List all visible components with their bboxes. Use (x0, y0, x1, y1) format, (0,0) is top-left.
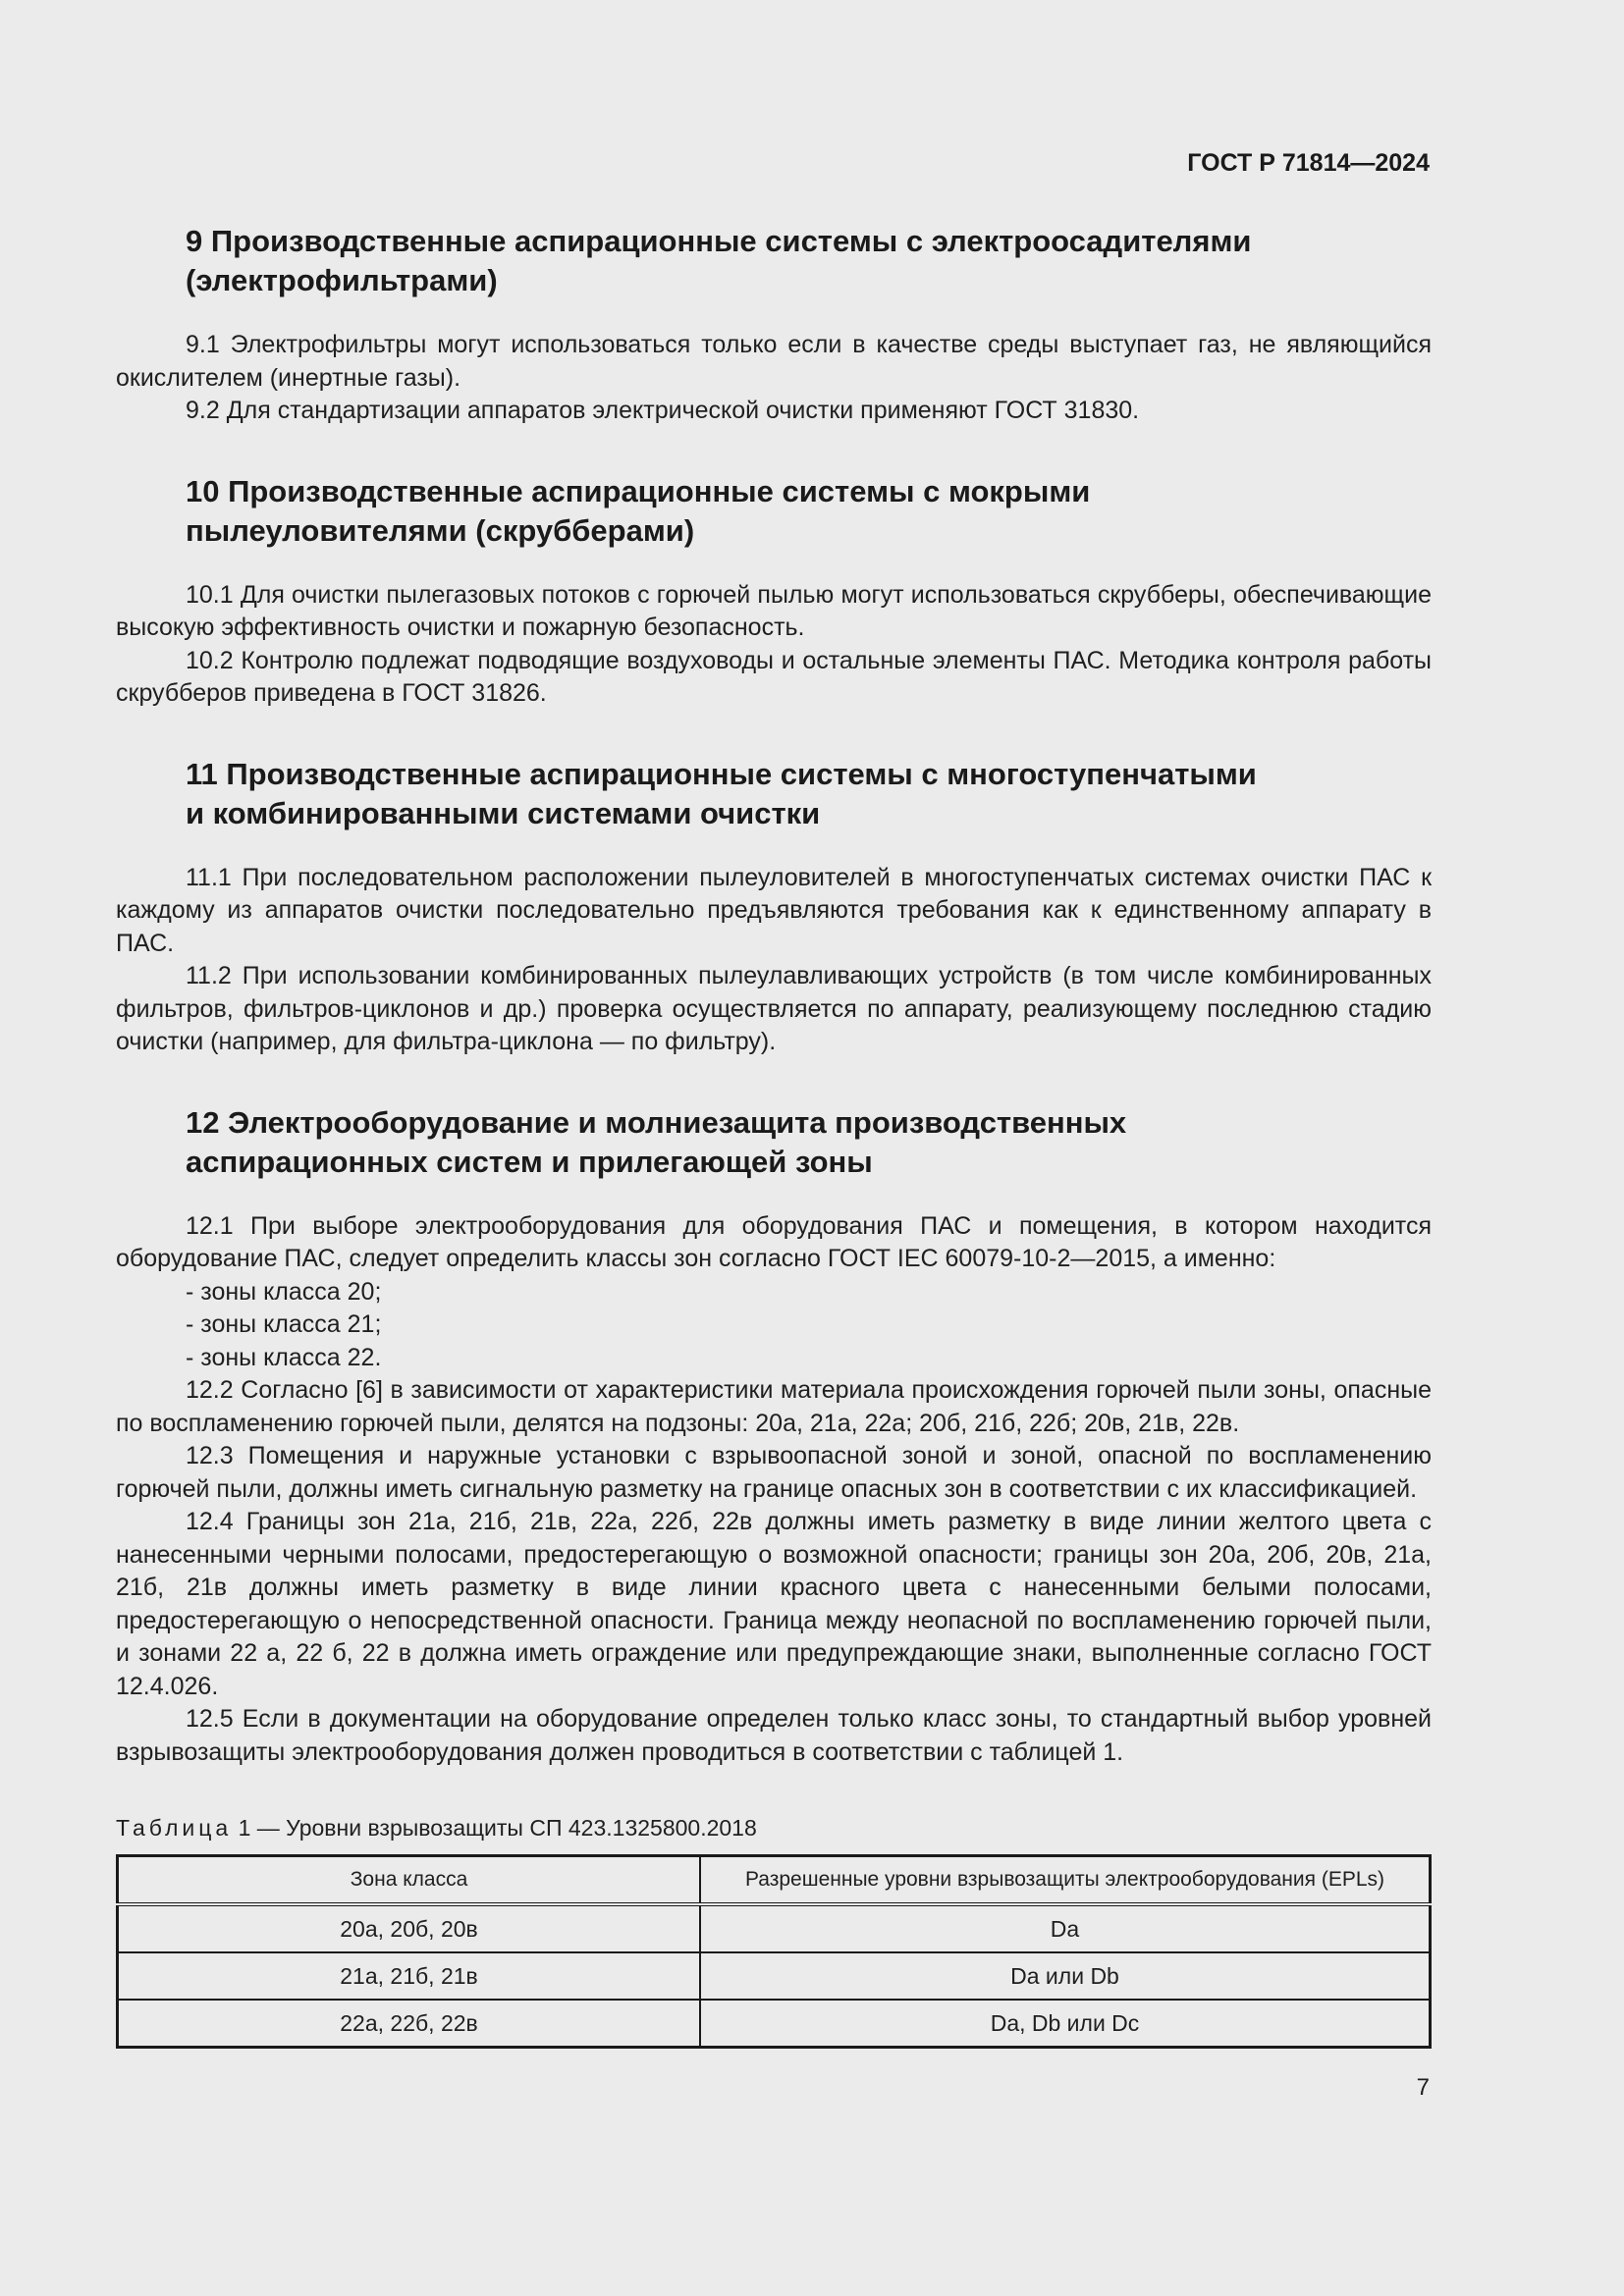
paragraph: 12.2 Согласно [6] в зависимости от характеристики материала происхождения горючей пыли зоны, опасные по воспламенению горючей пыли, делятся на подзоны: 20а, 21а, 22а; 20б, 21б, 22б; 20в, 21в, 22в. (116, 1376, 1432, 1437)
list-item: - зоны класса 21; (186, 1310, 382, 1338)
table-cell: Da (700, 1904, 1431, 1952)
list-item: - зоны класса 20; (186, 1277, 382, 1306)
paragraph: 9.1 Электрофильтры могут использоваться только если в качестве среды выступает газ, не являющийся окислителем (инертные газы). (116, 331, 1432, 392)
table-cell: Da, Db или Dc (700, 2000, 1431, 2048)
column-header: Зона класса (118, 1856, 701, 1905)
section-10 (116, 472, 1432, 711)
section-9 (116, 222, 1432, 428)
paragraph: 12.5 Если в документации на оборудование определен только класс зоны, то стандартный выбор уровней взрывозащиты электрооборудования должен проводиться в соответствии с таблицей 1. (116, 1705, 1432, 1766)
section-heading: 10 Производственные аспирационные системы с мокрыми пылеуловителями (скрубберами) (186, 473, 1091, 548)
paragraph: 12.3 Помещения и наружные установки с взрывоопасной зоной и зоной, опасной по воспламенению горючей пыли, должны иметь сигнальную разметку на границе опасных зон в соответствии с их классификацией. (116, 1442, 1432, 1503)
standard-code: ГОСТ Р 71814—2024 (1187, 149, 1430, 177)
table-cell: Da или Db (700, 1952, 1431, 2000)
paragraph: 11.1 При последовательном расположении пылеуловителей в многоступенчатых системах очистки ПАС к каждому из аппаратов очистки последовательно предъявляются требования как к единственному аппарату в ПАС. (116, 863, 1432, 957)
paragraph: 12.4 Границы зон 21а, 21б, 21в, 22а, 22б, 22в должны иметь разметку в виде линии желтого цвета с нанесенными черными полосами, предостерегающую о возможной опасности; границы зон 20а, 20б, 20в, 21а, 21б, 21в должны иметь разметку в виде линии красного цвета с нанесенными белыми полосами, предостерегающую о непосредственной опасности. Граница между неопасной по воспламенению горючей пыли, и зонами 22 а, 22 б, 22 в должна иметь ограждение или предупреждающие знаки, выполненные согласно ГОСТ 12.4.026. (116, 1508, 1432, 1700)
list-item: - зоны класса 22. (186, 1343, 382, 1371)
explosion-protection-table (116, 1854, 1432, 2049)
table-cell: 22а, 22б, 22в (118, 2000, 701, 2048)
section-12 (116, 1103, 1432, 1770)
table-row (118, 2000, 1431, 2048)
section-heading: 11 Производственные аспирационные системы с многоступенчатыми и комбинированными системами очистки (186, 756, 1257, 830)
paragraph: 11.2 При использовании комбинированных пылеулавливающих устройств (в том числе комбинированных фильтров, фильтров-циклонов и др.) проверка осуществляется по аппарату, реализующему последнюю стадию очистки (например, для фильтра-циклона — по фильтру). (116, 962, 1432, 1055)
page-number: 7 (1416, 2074, 1430, 2101)
table-row (118, 1904, 1431, 1952)
table-caption (116, 1813, 1432, 1842)
column-header: Разрешенные уровни взрывозащиты электрооборудования (EPLs) (700, 1856, 1431, 1905)
section-11 (116, 755, 1432, 1059)
table-cell: 20а, 20б, 20в (118, 1904, 701, 1952)
paragraph: 12.1 При выборе электрооборудования для оборудования ПАС и помещения, в котором находится оборудование ПАС, следует определить классы зон согласно ГОСТ IEC 60079-10-2—2015, а именно: (116, 1211, 1432, 1272)
section-heading: 12 Электрооборудование и молниезащита производственных аспирационных систем и прилегающей зоны (186, 1104, 1127, 1179)
page-content (116, 222, 1432, 2049)
table-caption-text: 1 — Уровни взрывозащиты СП 423.1325800.2018 (238, 1815, 757, 1841)
paragraph: 10.2 Контролю подлежат подводящие воздуховоды и остальные элементы ПАС. Методика контроля работы скрубберов приведена в ГОСТ 31826. (116, 646, 1432, 707)
table-row (118, 1952, 1431, 2000)
section-heading: 9 Производственные аспирационные системы с электроосадителями (электрофильтрами) (186, 224, 1252, 297)
table-cell: 21а, 21б, 21в (118, 1952, 701, 2000)
table-header-row (118, 1856, 1431, 1905)
paragraph: 9.2 Для стандартизации аппаратов электрической очистки применяют ГОСТ 31830. (186, 397, 1140, 424)
paragraph: 10.1 Для очистки пылегазовых потоков с горючей пылью могут использоваться скрубберы, обеспечивающие высокую эффективность очистки и пожарную безопасность. (116, 580, 1432, 641)
table-caption-word: Таблица (116, 1815, 233, 1841)
